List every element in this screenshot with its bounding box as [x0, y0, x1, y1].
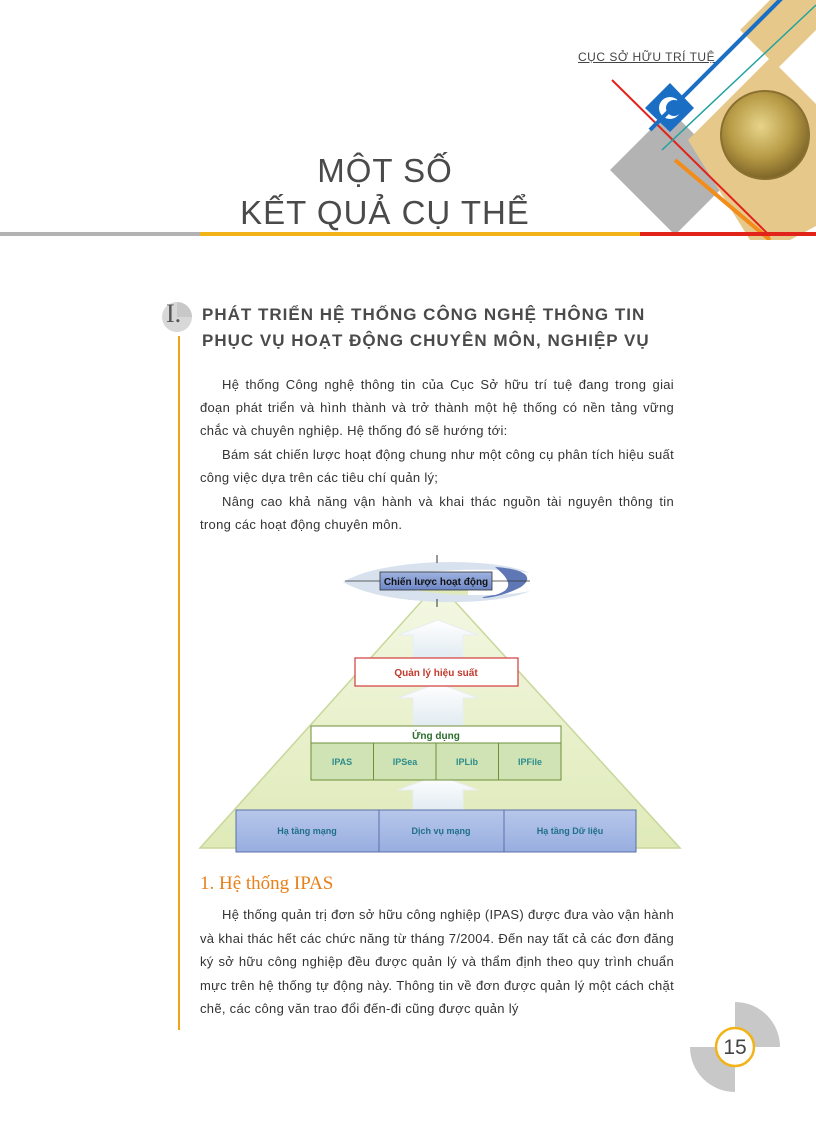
section-heading-line-1: PHÁT TRIỂN HỆ THỐNG CÔNG NGHỆ THÔNG TIN — [202, 305, 646, 324]
performance-label: Quản lý hiệu suất — [394, 668, 478, 679]
applications-title: Ứng dụng — [412, 731, 460, 742]
header-label: CỤC SỞ HỮU TRÍ TUỆ — [578, 50, 716, 64]
section-number: I. — [166, 299, 182, 328]
base-data-infrastructure: Hạ tầng Dữ liệu — [536, 826, 604, 836]
it-system-pyramid-diagram — [195, 555, 685, 855]
app-ipfile: IPFile — [517, 757, 543, 767]
page-title-line-2: KẾT QUẢ CỤ THỂ — [240, 194, 530, 231]
margin-rule — [178, 336, 180, 1030]
page-title-line-1: MỘT SỐ — [317, 152, 453, 189]
subsection-heading: 1. Hệ thống IPAS — [200, 873, 334, 894]
base-network-services: Dịch vụ mạng — [411, 826, 471, 836]
paragraph-goal-1: Bám sát chiến lược hoạt động chung như một công cụ phân tích hiệu suất công việc dựa trên các tiêu chí quản lý; — [200, 447, 674, 485]
app-ipsea: IPSea — [392, 757, 418, 767]
paragraph-goal-2: Nâng cao khả năng vận hành và khai thác nguồn tài nguyên thông tin trong các hoạt động chuyên môn. — [200, 494, 674, 532]
app-iplib: IPLib — [456, 757, 478, 767]
paragraph-ipas: Hệ thống quản trị đơn sở hữu công nghiệp (IPAS) được đưa vào vận hành và khai thác hết các chức năng từ tháng 7/2004. Đến nay tất cả các đơn đăng ký sở hữu công nghiệp đều được quản lý và thẩm định theo quy trình chuẩn mực trên hệ thống tự động này. Thông tin về đơn được quản lý một cách chặt chẽ, các công văn trao đổi đến-đi cũng được quản lý — [200, 907, 674, 1016]
app-ipas: IPAS — [331, 757, 353, 767]
section-heading-line-2: PHỤC VỤ HOẠT ĐỘNG CHUYÊN MÔN, NGHIỆP VỤ — [202, 331, 650, 350]
page-number: 15 — [723, 1036, 747, 1059]
base-network-infrastructure: Hạ tầng mạng — [277, 826, 337, 836]
strategy-label: Chiến lược hoạt động — [383, 577, 489, 588]
header-rule-red — [640, 232, 816, 236]
paragraph-intro: Hệ thống Công nghệ thông tin của Cục Sở hữu trí tuệ đang trong giai đoạn phát triển và hình thành và trở thành một hệ thống có nền tảng vững chắc và chuyên nghiệp. Hệ thống đó sẽ hướng tới: — [200, 377, 674, 438]
header-rule-gray — [0, 232, 200, 236]
header-rule-orange — [200, 232, 640, 236]
header-decoration — [590, 0, 816, 240]
